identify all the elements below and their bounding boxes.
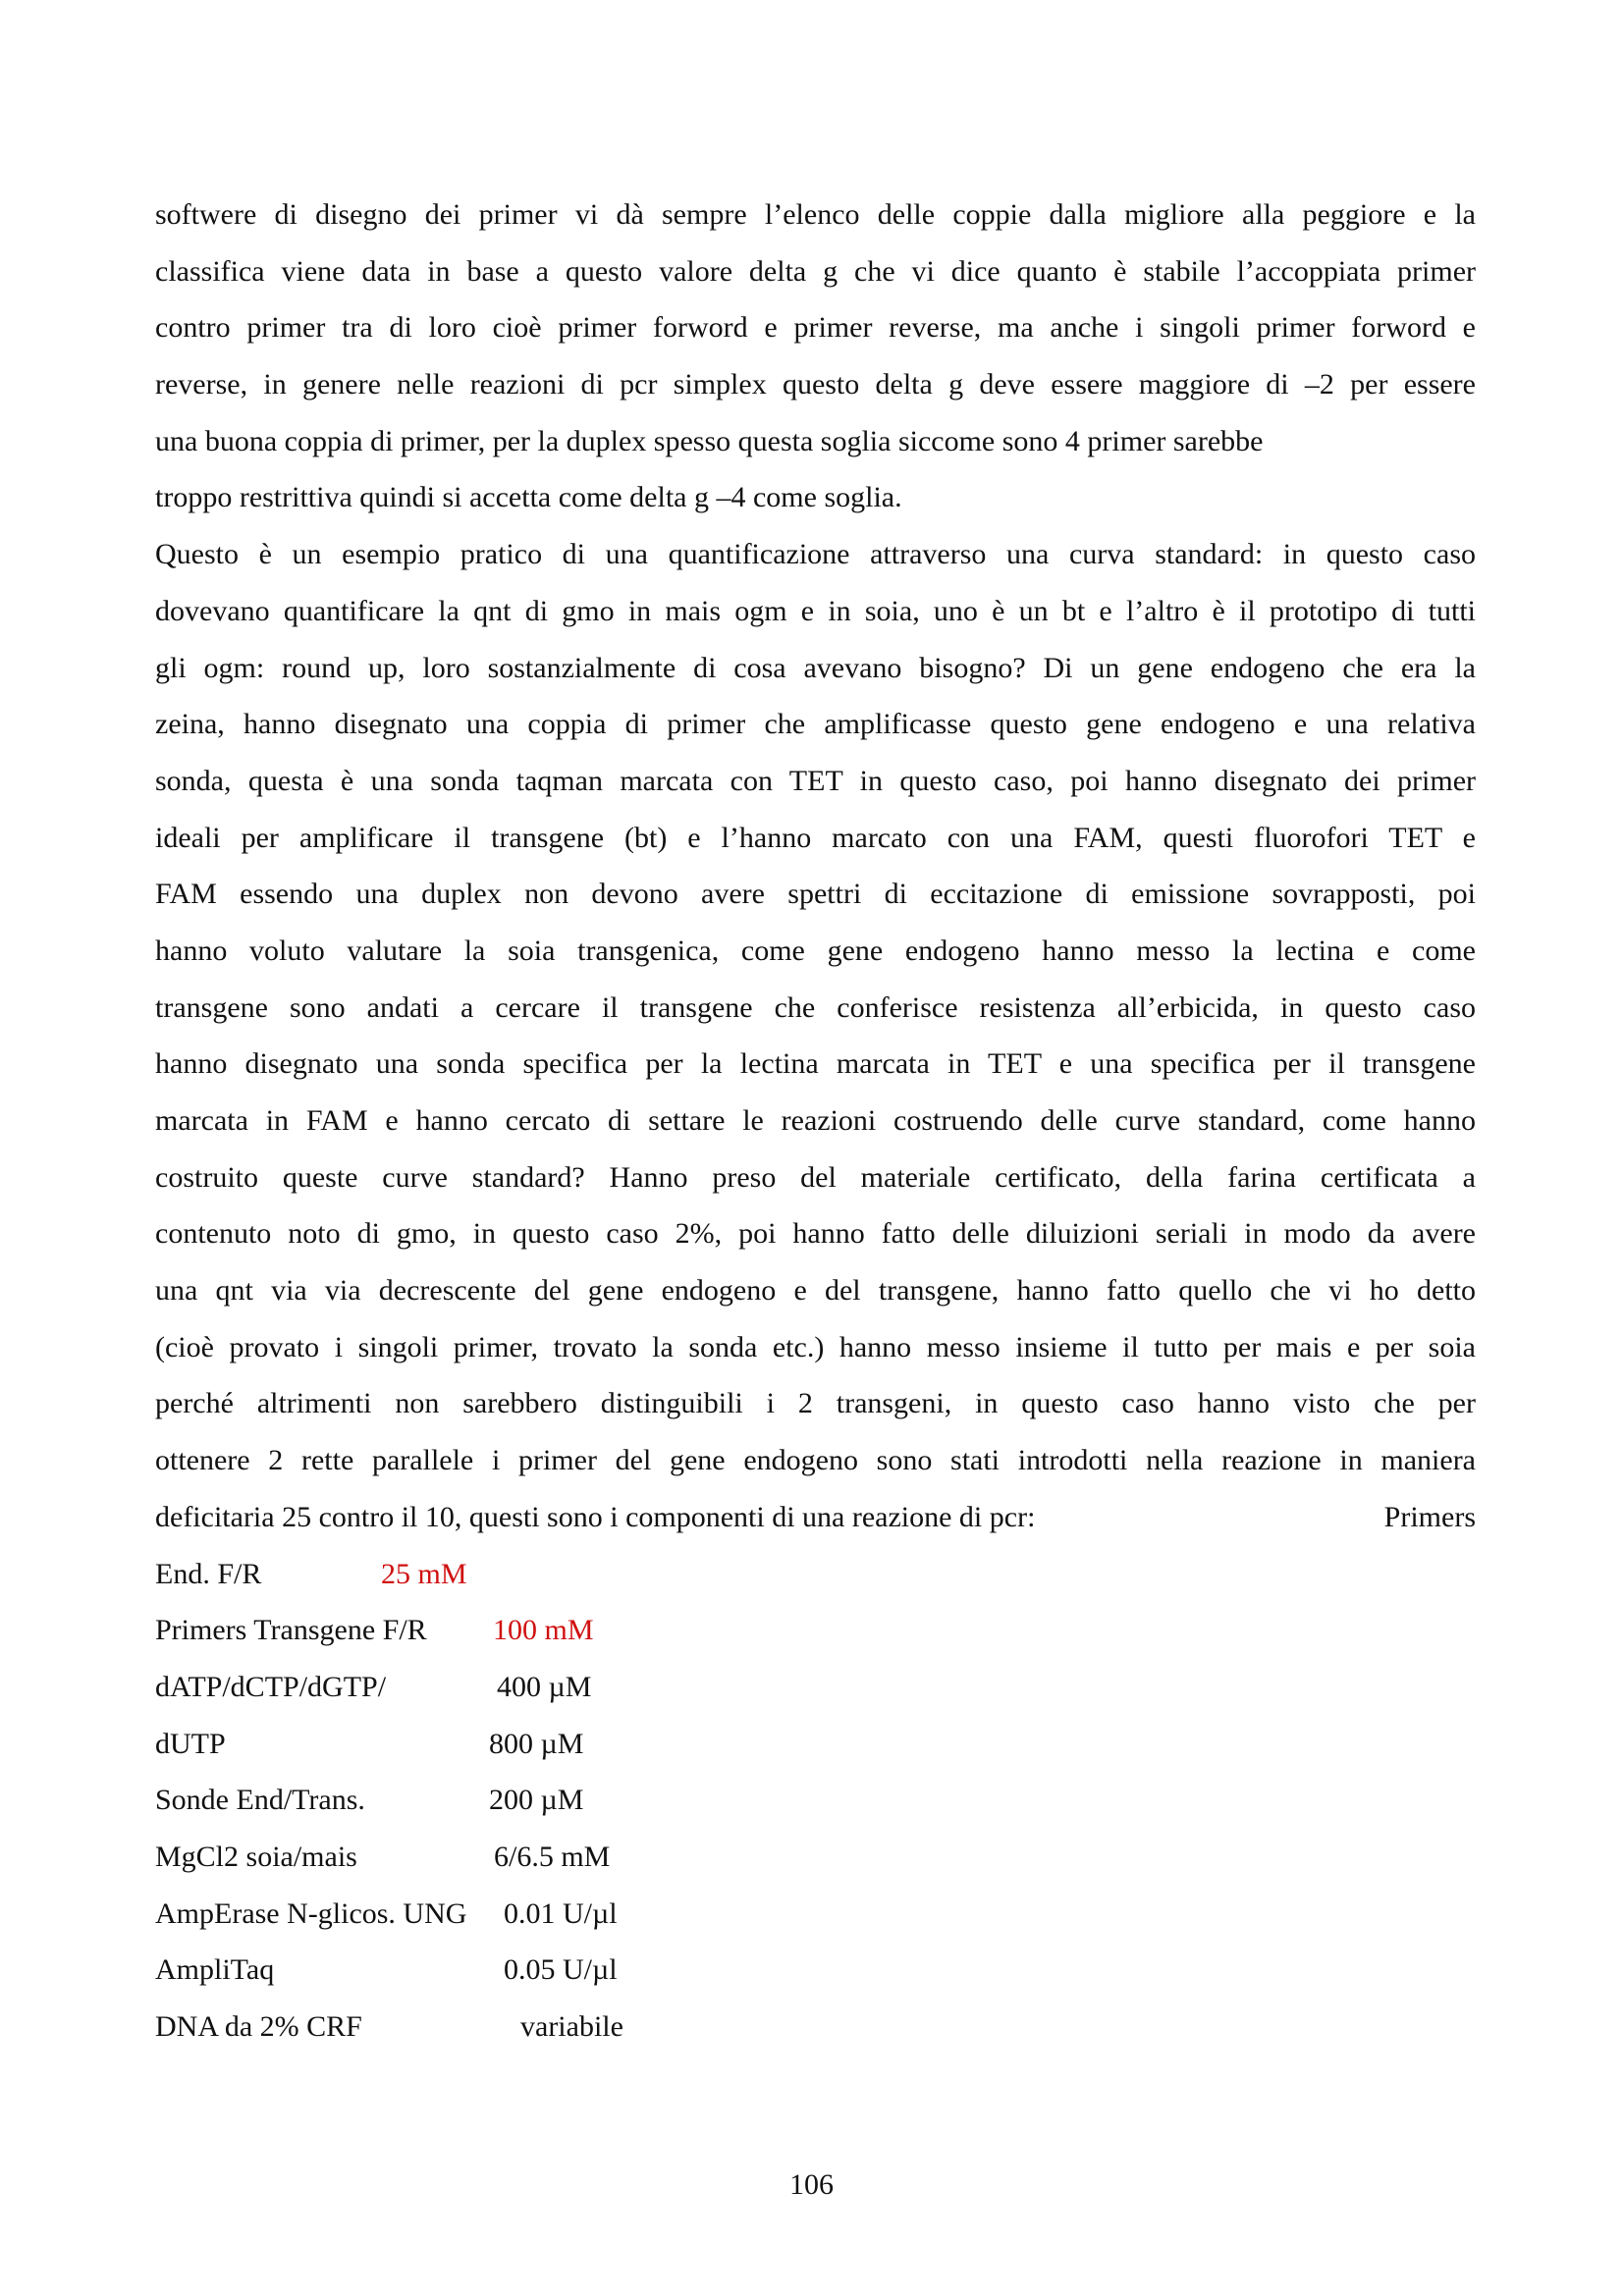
text-line: ideali per amplificare il transgene (bt) e l’hanno marcato con una FAM, questi fluorofori TET e [155, 821, 1476, 854]
paragraph-1 [155, 187, 1476, 526]
text-line: contenuto noto di gmo, in questo caso 2%, poi hanno fatto delle diluizioni seriali in modo da avere [155, 1217, 1476, 1251]
recipe-row [155, 1602, 1476, 1659]
text-line: una qnt via via decrescente del gene endogeno e del transgene, hanno fatto quello che vi ho detto [155, 1274, 1476, 1308]
recipe-label: Primers Transgene F/R [155, 1614, 427, 1647]
last-line-text: deficitaria 25 contro il 10, questi sono i componenti di una reazione di pcr: [155, 1500, 1036, 1533]
text-line: hanno disegnato una sonda specifica per la lectina marcata in TET e una specifica per il transgene [155, 1047, 1476, 1081]
recipe-value: 6/6.5 mM [494, 1840, 611, 1873]
text-line: contro primer tra di loro cioè primer forword e primer reverse, ma anche i singoli primer forword e [155, 311, 1476, 345]
reaction-components-list [155, 1546, 1476, 2056]
text-line: classifica viene data in base a questo valore delta g che vi dice quanto è stabile l’accoppiata primer [155, 254, 1476, 288]
text-line: Questo è un esempio pratico di una quantificazione attraverso una curva standard: in questo caso [155, 538, 1476, 571]
text-line: perché altrimenti non sarebbero distinguibili i 2 transgeni, in questo caso hanno visto che per [155, 1387, 1476, 1420]
recipe-value: 400 µM [497, 1670, 592, 1703]
recipe-label: dUTP [155, 1727, 226, 1760]
text-line: marcata in FAM e hanno cercato di settare le reazioni costruendo delle curve standard, come hanno [155, 1104, 1476, 1137]
recipe-label: MgCl2 soia/mais [155, 1840, 357, 1873]
recipe-label: Sonde End/Trans. [155, 1784, 365, 1817]
recipe-label: End. F/R [155, 1557, 262, 1590]
text-line: sonda, questa è una sonda taqman marcata con TET in questo caso, poi hanno disegnato dei primer [155, 764, 1476, 797]
recipe-label: AmpliTaq [155, 1953, 275, 1987]
text-line: zeina, hanno disegnato una coppia di primer che amplificasse questo gene endogeno e una relativa [155, 708, 1476, 741]
text-line: ottenere 2 rette parallele i primer del gene endogeno sono stati introdotti nella reazione in maniera [155, 1444, 1476, 1477]
paragraph-2 [155, 526, 1476, 1545]
page-body [155, 187, 1476, 2056]
text-line: softwere di disegno dei primer vi dà sempre l’elenco delle coppie dalla migliore alla peggiore e la [155, 198, 1476, 231]
recipe-value: 800 µM [489, 1727, 584, 1760]
recipe-value: 200 µM [489, 1784, 584, 1817]
text-line: dovevano quantificare la qnt di gmo in mais ogm e in soia, uno è un bt e l’altro è il prototipo di tutti [155, 594, 1476, 627]
recipe-row [155, 1829, 1476, 1886]
text-line: reverse, in genere nelle reazioni di pcr simplex questo delta g deve essere maggiore di –2 per essere [155, 368, 1476, 401]
text-line: una buona coppia di primer, per la duplex spesso questa soglia siccome sono 4 primer sarebbe [155, 424, 1264, 457]
text-line: hanno voluto valutare la soia transgenica, come gene endogeno hanno messo la lectina e come [155, 934, 1476, 967]
recipe-row [155, 1546, 1476, 1603]
recipe-row [155, 1886, 1476, 1943]
recipe-value: 100 mM [493, 1614, 594, 1647]
recipe-value: 0.01 U/µl [504, 1896, 618, 1930]
text-line-last [155, 1489, 1476, 1546]
primers-word: Primers [1383, 1500, 1476, 1533]
recipe-value: 25 mM [381, 1557, 467, 1590]
recipe-label: dATP/dCTP/dGTP/ [155, 1670, 387, 1703]
text-line: gli ogm: round up, loro sostanzialmente di cosa avevano bisogno? Di un gene endogeno che era la [155, 651, 1476, 684]
recipe-value: 0.05 U/µl [504, 1953, 618, 1987]
recipe-row [155, 1716, 1476, 1773]
recipe-row [155, 1942, 1476, 1999]
recipe-row [155, 1999, 1476, 2056]
text-line: FAM essendo una duplex non devono avere spettri di eccitazione di emissione sovrapposti, poi [155, 878, 1476, 911]
text-line: (cioè provato i singoli primer, trovato la sonda etc.) hanno messo insieme il tutto per mais e per soia [155, 1330, 1476, 1363]
text-line: transgene sono andati a cercare il transgene che conferisce resistenza all’erbicida, in questo caso [155, 990, 1476, 1024]
text-line: costruito queste curve standard? Hanno preso del materiale certificato, della farina certificata a [155, 1160, 1476, 1194]
text-line: troppo restrittiva quindi si accetta come delta g –4 come soglia. [155, 481, 902, 514]
page-number: 106 [789, 2168, 834, 2201]
recipe-row [155, 1659, 1476, 1716]
recipe-row [155, 1772, 1476, 1829]
recipe-label: DNA da 2% CRF [155, 2010, 362, 2043]
recipe-value: variabile [520, 2010, 623, 2043]
recipe-label: AmpErase N-glicos. UNG [155, 1896, 467, 1930]
